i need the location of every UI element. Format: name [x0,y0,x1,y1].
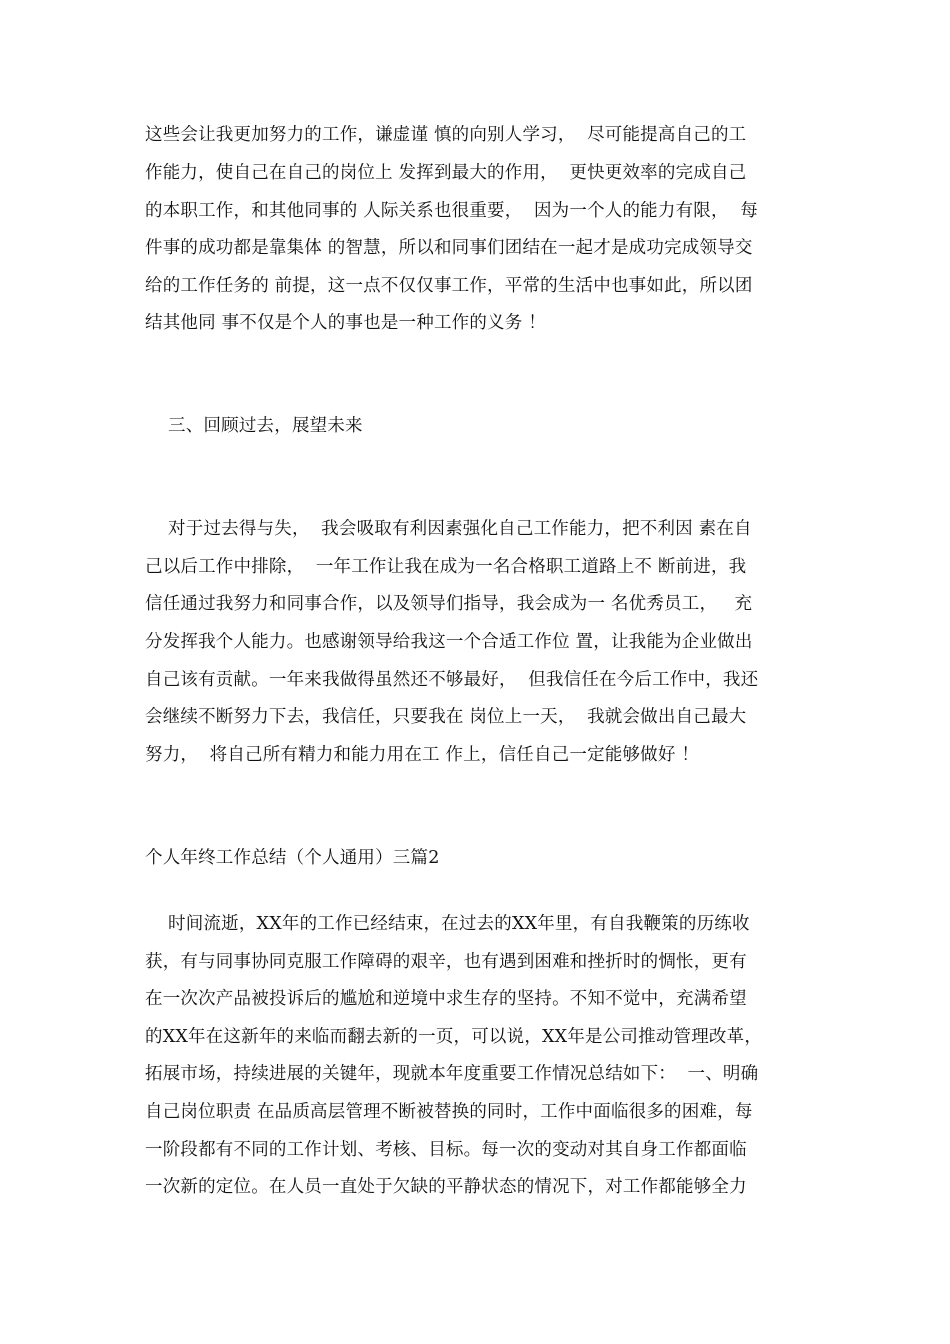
text-line: 一阶段都有不同的工作计划、考核、目标。每一次的变动对其自身工作都面临 [145,1140,747,1160]
text-line: 件事的成功都是靠集体 的智慧，所以和同事们团结在一起才是成功完成领导交 [145,238,753,258]
text-line: 这些会让我更加努力的工作，谦虚谨 慎的向别人学习， 尽可能提高自己的工 [145,125,747,145]
text-line: 获，有与同事协同克服工作障碍的艰辛，也有遇到困难和挫折时的惆怅，更有 [145,952,747,972]
text-line: 作能力，使自己在自己的岗位上 发挥到最大的作用， 更快更效率的完成自己 [145,163,747,183]
text-line: 时间流逝，XX年的工作已经结束，在过去的XX年里，有自我鞭策的历练收 [145,914,750,934]
text-line: 分发挥我个人能力。也感谢领导给我这一个合适工作位 置，让我能为企业做出 [145,632,753,652]
text-line: 对于过去得与失， 我会吸取有利因素强化自己工作能力，把不利因 素在自 [145,519,752,539]
article-title: 个人年终工作总结（个人通用）三篇2 [145,848,440,868]
text-line: 一次新的定位。在人员一直处于欠缺的平静状态的情况下，对工作都能够全力 [145,1177,747,1197]
section-heading: 三、回顾过去，展望未来 [145,416,363,436]
text-line: 己以后工作中排除， 一年工作让我在成为一名合格职工道路上不 断前进，我 [145,557,747,577]
text-line: 在一次次产品被投诉后的尴尬和逆境中求生存的坚持。不知不觉中，充满希望 [145,989,747,1009]
text-line: 会继续不断努力下去，我信任，只要我在 岗位上一天， 我就会做出自己最大 [145,707,747,727]
text-line: 信任通过我努力和同事合作，以及领导们指导，我会成为一 名优秀员工， 充 [145,594,753,614]
text-line: 给的工作任务的 前提，这一点不仅仅事工作，平常的生活中也事如此，所以团 [145,276,753,296]
text-line: 自己该有贡献。一年来我做得虽然还不够最好， 但我信任在今后工作中，我还 [145,670,759,690]
text-line: 结其他同 事不仅是个人的事也是一种工作的义务 ！ [145,313,546,333]
text-line: 努力， 将自己所有精力和能力用在工 作上，信任自己一定能够做好 ！ [145,745,700,765]
text-line: 的本职工作，和其他同事的 人际关系也很重要， 因为一个人的能力有限， 每 [145,201,758,221]
text-line: 自己岗位职责 在品质高层管理不断被替换的同时，工作中面临很多的困难，每 [145,1102,753,1122]
text-line: 拓展市场，持续进展的关键年，现就本年度重要工作情况总结如下： 一、明确 [145,1064,759,1084]
text-line: 的XX年在这新年的来临而翻去新的一页，可以说，XX年是公司推动管理改革， [145,1027,763,1047]
